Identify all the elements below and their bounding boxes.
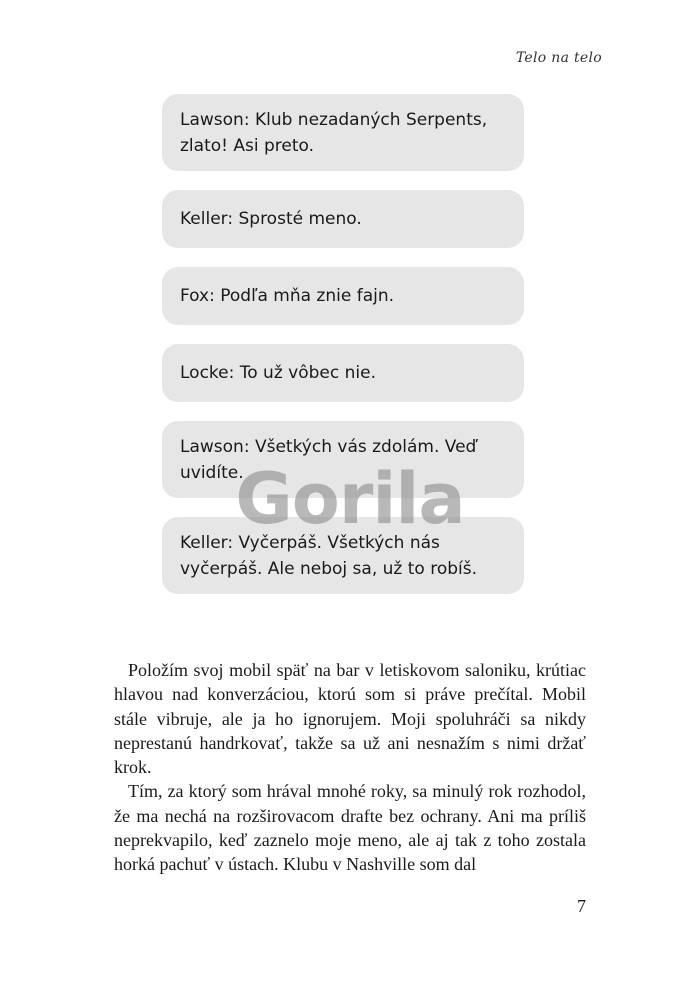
chat-bubble (162, 344, 524, 402)
chat-bubble (162, 517, 524, 594)
paragraph: Tím, za ktorý som hrával mnohé roky, sa minulý rok rozhodol, že ma nechá na rozširovacom drafte bez ochrany. Ani ma príliš neprekvapilo, keď zaznelo moje meno, ale aj tak z toho zostala horká pachuť v ústach. Klubu v Nashville som dal (114, 781, 586, 875)
chat-message: Lawson: Klub nezadaných Serpents, zlato! Asi preto. (180, 109, 488, 156)
watermark: Gorila (235, 458, 465, 540)
page-number: 7 (577, 896, 586, 916)
chat-message: Keller: Vyčerpáš. Všetkých nás vyčerpáš. Ale neboj sa, už to robíš. (180, 532, 478, 579)
chat-bubble (162, 94, 524, 171)
chat-message: Keller: Sprosté meno. (180, 209, 362, 229)
chat-bubble (162, 267, 524, 325)
body-text (114, 658, 586, 877)
chat-bubble (162, 421, 524, 498)
chat-message: Lawson: Všetkých vás zdolám. Veď uvidíte. (180, 436, 477, 483)
running-header: Telo na telo (515, 50, 602, 66)
chat-message: Fox: Podľa mňa znie fajn. (180, 286, 395, 306)
chat-bubble (162, 190, 524, 248)
chat-conversation (162, 94, 524, 613)
paragraph: Položím svoj mobil späť na bar v letiskovom saloniku, krútiac hlavou nad konverzáciou, ktorú som si práve prečítal. Mobil stále vibruje, ale ja ho ignorujem. Moji spoluhráči sa nikdy neprestanú handrkovať, takže sa už ani nesnažím s nimi držať krok. (114, 660, 586, 778)
chat-message: Locke: To už vôbec nie. (180, 363, 376, 383)
